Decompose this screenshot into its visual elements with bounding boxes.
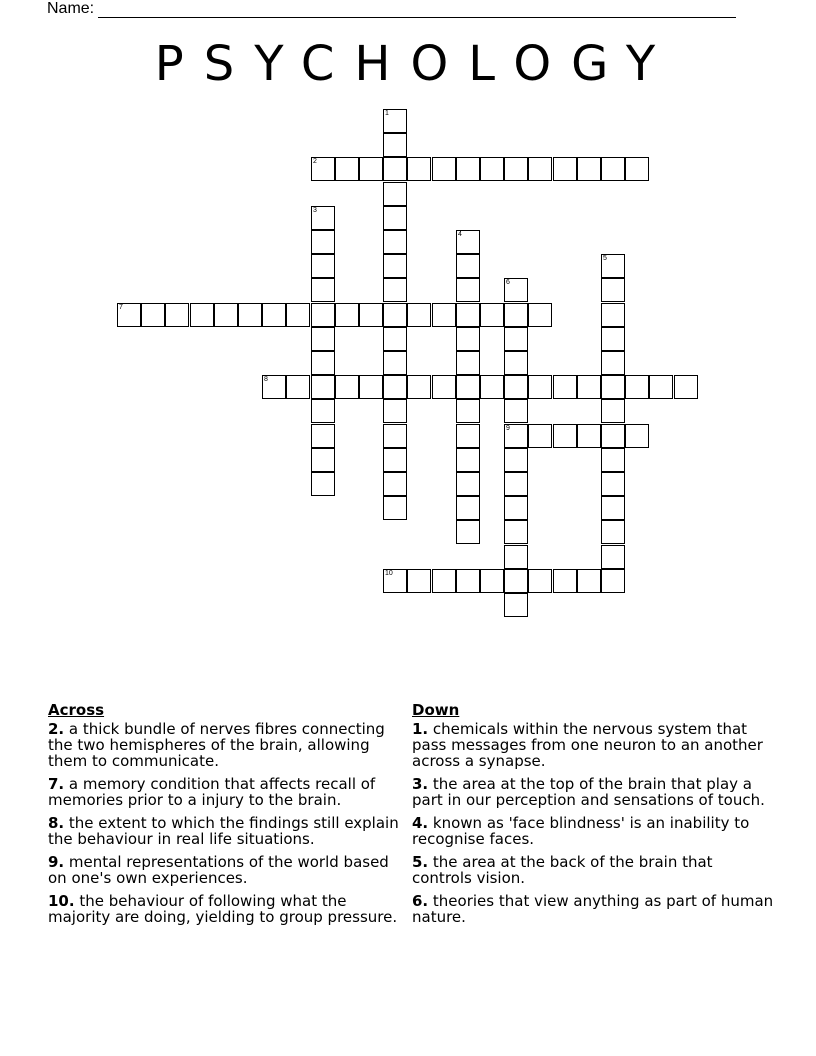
grid-cell[interactable] (190, 303, 214, 327)
grid-cell[interactable] (383, 109, 407, 133)
grid-cell[interactable] (383, 424, 407, 448)
grid-cell[interactable] (577, 157, 601, 181)
grid-cell[interactable] (359, 375, 383, 399)
clue-down-4: 4. known as 'face blindness' is an inability to recognise faces. (412, 814, 750, 848)
grid-cell[interactable] (649, 375, 673, 399)
grid-cell[interactable] (601, 327, 625, 351)
grid-cell[interactable] (553, 157, 577, 181)
grid-cell[interactable] (528, 424, 552, 448)
clue-number: 6 (506, 279, 510, 286)
grid-cell[interactable] (383, 399, 407, 423)
grid-cell[interactable] (601, 254, 625, 278)
grid-cell[interactable] (311, 254, 335, 278)
grid-cell[interactable] (311, 157, 335, 181)
grid-cell[interactable] (311, 278, 335, 302)
grid-cell[interactable] (480, 569, 504, 593)
clue-number: 3 (313, 207, 317, 214)
grid-cell[interactable] (311, 375, 335, 399)
grid-cell[interactable] (601, 351, 625, 375)
grid-cell[interactable] (480, 303, 504, 327)
grid-cell[interactable] (432, 157, 456, 181)
grid-cell[interactable] (286, 375, 310, 399)
grid-cell[interactable] (456, 230, 480, 254)
grid-cell[interactable] (311, 399, 335, 423)
grid-cell[interactable] (359, 157, 383, 181)
grid-cell[interactable] (456, 303, 480, 327)
clue-number: 2 (313, 158, 317, 165)
grid-cell[interactable] (601, 448, 625, 472)
grid-cell[interactable] (504, 545, 528, 569)
grid-cell[interactable] (674, 375, 698, 399)
grid-cell[interactable] (165, 303, 189, 327)
grid-cell[interactable] (504, 327, 528, 351)
grid-cell[interactable] (383, 230, 407, 254)
grid-cell[interactable] (601, 569, 625, 593)
grid-cell[interactable] (311, 448, 335, 472)
grid-cell[interactable] (601, 520, 625, 544)
grid-cell[interactable] (504, 520, 528, 544)
grid-cell[interactable] (601, 472, 625, 496)
grid-cell[interactable] (456, 424, 480, 448)
grid-cell[interactable] (601, 375, 625, 399)
grid-cell[interactable] (456, 520, 480, 544)
grid-cell[interactable] (456, 448, 480, 472)
grid-cell[interactable] (456, 254, 480, 278)
grid-cell[interactable] (456, 399, 480, 423)
grid-cell[interactable] (577, 424, 601, 448)
grid-cell[interactable] (456, 496, 480, 520)
grid-cell[interactable] (456, 278, 480, 302)
grid-cell[interactable] (335, 375, 359, 399)
grid-cell[interactable] (335, 157, 359, 181)
grid-cell[interactable] (383, 254, 407, 278)
grid-cell[interactable] (504, 157, 528, 181)
grid-cell[interactable] (383, 569, 407, 593)
grid-cell[interactable] (383, 182, 407, 206)
grid-cell[interactable] (407, 569, 431, 593)
grid-cell[interactable] (504, 569, 528, 593)
grid-cell[interactable] (407, 157, 431, 181)
grid-cell[interactable] (383, 375, 407, 399)
grid-cell[interactable] (383, 472, 407, 496)
grid-cell[interactable] (528, 157, 552, 181)
grid-cell[interactable] (625, 157, 649, 181)
grid-cell[interactable] (335, 303, 359, 327)
grid-cell[interactable] (553, 424, 577, 448)
clue-across-9: 9. mental representations of the world based on one's own experiences. (48, 853, 389, 887)
grid-cell[interactable] (383, 496, 407, 520)
grid-cell[interactable] (456, 351, 480, 375)
grid-cell[interactable] (432, 375, 456, 399)
grid-cell[interactable] (456, 569, 480, 593)
grid-cell[interactable] (504, 593, 528, 617)
clue-down-3: 3. the area at the top of the brain that play a part in our perception and sensations of touch. (412, 775, 765, 809)
clue-number: 10 (385, 570, 393, 577)
clue-number: 5 (603, 255, 607, 262)
grid-cell[interactable] (625, 375, 649, 399)
grid-cell[interactable] (311, 472, 335, 496)
grid-cell[interactable] (601, 157, 625, 181)
down-heading: Down (412, 701, 460, 719)
clue-number: 7 (119, 304, 123, 311)
grid-cell[interactable] (504, 448, 528, 472)
grid-cell[interactable] (117, 303, 141, 327)
grid-cell[interactable] (601, 399, 625, 423)
clue-down-6: 6. theories that view anything as part of human nature. (412, 892, 774, 926)
grid-cell[interactable] (311, 303, 335, 327)
clue-number: 1 (385, 110, 389, 117)
grid-cell[interactable] (480, 375, 504, 399)
grid-cell[interactable] (601, 424, 625, 448)
grid-cell[interactable] (141, 303, 165, 327)
grid-cell[interactable] (601, 278, 625, 302)
grid-cell[interactable] (577, 569, 601, 593)
grid-cell[interactable] (480, 157, 504, 181)
grid-cell[interactable] (553, 375, 577, 399)
page-title: PSYCHOLOGY (154, 36, 676, 92)
grid-cell[interactable] (238, 303, 262, 327)
clue-number: 9 (506, 425, 510, 432)
across-heading: Across (48, 701, 105, 719)
grid-cell[interactable] (311, 230, 335, 254)
grid-cell[interactable] (383, 133, 407, 157)
clue-down-1: 1. chemicals within the nervous system that pass messages from one neuron to an another across a synapse. (412, 720, 763, 770)
grid-cell[interactable] (456, 157, 480, 181)
grid-cell[interactable] (504, 472, 528, 496)
grid-cell[interactable] (311, 206, 335, 230)
grid-cell[interactable] (625, 424, 649, 448)
grid-cell[interactable] (432, 569, 456, 593)
grid-cell[interactable] (407, 375, 431, 399)
name-label: Name: (47, 0, 95, 17)
grid-cell[interactable] (262, 375, 286, 399)
grid-cell[interactable] (286, 303, 310, 327)
grid-cell[interactable] (359, 303, 383, 327)
grid-cell[interactable] (383, 206, 407, 230)
grid-cell[interactable] (383, 157, 407, 181)
grid-cell[interactable] (456, 472, 480, 496)
grid-cell[interactable] (577, 375, 601, 399)
grid-cell[interactable] (504, 399, 528, 423)
grid-cell[interactable] (262, 303, 286, 327)
grid-cell[interactable] (601, 496, 625, 520)
grid-cell[interactable] (504, 375, 528, 399)
grid-cell[interactable] (383, 351, 407, 375)
grid-cell[interactable] (553, 569, 577, 593)
grid-cell[interactable] (311, 327, 335, 351)
clue-number: 4 (458, 231, 462, 238)
grid-cell[interactable] (407, 303, 431, 327)
grid-cell[interactable] (528, 375, 552, 399)
down-clues (412, 701, 774, 932)
grid-cell[interactable] (383, 303, 407, 327)
grid-cell[interactable] (214, 303, 238, 327)
grid-cell[interactable] (456, 375, 480, 399)
grid-cell[interactable] (504, 278, 528, 302)
grid-cell[interactable] (504, 424, 528, 448)
clue-across-10: 10. the behaviour of following what the majority are doing, yielding to group pressure. (48, 892, 398, 926)
grid-cell[interactable] (601, 545, 625, 569)
grid-cell[interactable] (311, 424, 335, 448)
clue-across-7: 7. a memory condition that affects recall of memories prior to a injury to the brain. (48, 775, 376, 809)
clue-across-8: 8. the extent to which the findings still explain the behaviour in real life situations. (48, 814, 399, 848)
clue-number: 8 (264, 376, 268, 383)
grid-cell[interactable] (383, 448, 407, 472)
grid-cell[interactable] (504, 303, 528, 327)
grid-cell[interactable] (528, 569, 552, 593)
clue-across-2: 2. a thick bundle of nerves fibres connecting the two hemispheres of the brain, allowing them to communicate. (48, 720, 385, 770)
grid-cell[interactable] (504, 496, 528, 520)
grid-cell[interactable] (456, 327, 480, 351)
grid-cell[interactable] (383, 327, 407, 351)
grid-cell[interactable] (432, 303, 456, 327)
grid-cell[interactable] (601, 303, 625, 327)
grid-cell[interactable] (311, 351, 335, 375)
across-clues (48, 701, 400, 932)
clue-down-5: 5. the area at the back of the brain that controls vision. (412, 853, 713, 887)
grid-cell[interactable] (528, 303, 552, 327)
grid-cell[interactable] (504, 351, 528, 375)
grid-cell[interactable] (383, 278, 407, 302)
